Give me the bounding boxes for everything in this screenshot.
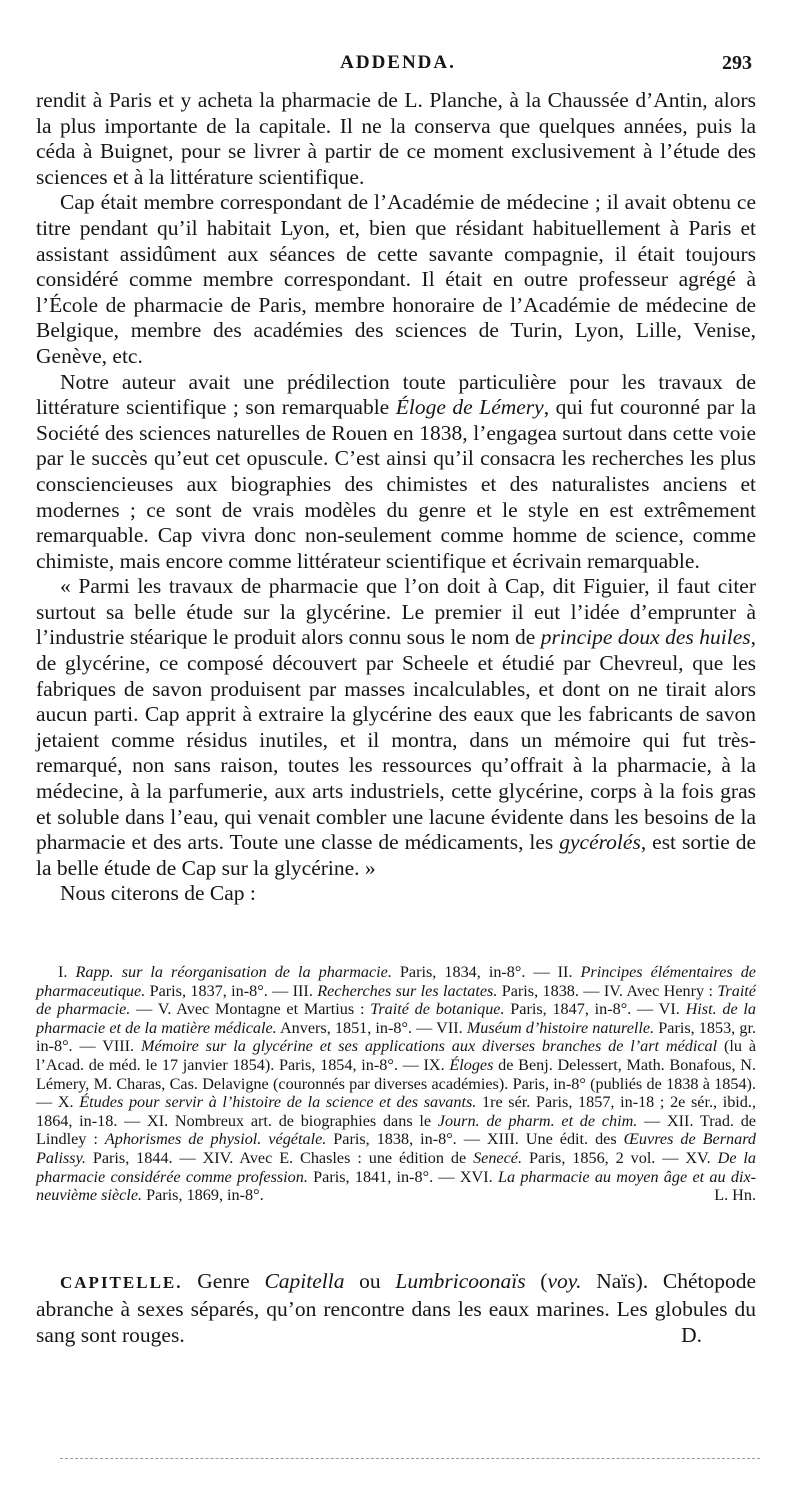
bibliography-run: Rapp. sur la réorganisation de la pharmacie. [75, 963, 392, 981]
bibliography-run: 1re sér. Paris, 1857, in-18 ; 2e sér., ibid., 1864, in-18. — XI. Nombreux art. de biographies dans le [36, 1093, 756, 1130]
bibliography-run: Senecé. [473, 1148, 523, 1167]
paragraph-4-text-c: , de glycérine, ce composé découvert par Scheele et étudié par Chevreul, que les fabriques de savon produisent par masses incalculables, et dont on ne tirait alors aucun parti. Cap apprit à extraire la glycérine des eaux que les fabricants de savon jetaient comme résidus inutiles, et il montra, dans un mémoire qui fut très-remarqué, non sans raison, toutes les ressources qu’offrait à la pharmacie, à la médecine, à la parfumerie, aux arts industriels, cette glycérine, corps à la fois gras et soluble dans l’eau, qui venait combler une lacune évidente dans les besoins de la pharmacie et des arts. Toute une classe de médicaments, les [36, 625, 756, 855]
bibliography-run: Paris, 1841, in-8°. — XVI. [307, 1167, 498, 1186]
entry-text-b: ou [344, 1269, 396, 1293]
bibliography-signature: L. Hn. [714, 1186, 756, 1205]
bibliography-run: I. [58, 963, 76, 981]
bibliography-run: Paris, 1856, 2 vol. — XV. [522, 1148, 718, 1167]
bibliography-run: Études pour servir à l’histoire de la science et des savants. [79, 1093, 477, 1112]
bibliography-run: Paris, 1869, in-8°. [142, 1186, 264, 1205]
bibliography-run: Muséum d’histoire naturelle. [466, 1018, 655, 1037]
bibliography-run: Recherches sur les lactates. [317, 981, 498, 1000]
running-title: ADDENDA. [340, 52, 456, 73]
entry-italic-lumbricoonais: Lumbricoonaïs [395, 1269, 526, 1293]
bibliography-run: Éloges [449, 1055, 494, 1074]
bibliography [36, 963, 756, 1205]
bibliography-run: Œuvres de Bernard Palissy. [36, 1130, 756, 1167]
bibliography-run: Aphorismes de physiol. végétale. [104, 1130, 327, 1149]
bibliography-run: Principes élémentaires de pharmaceutique. [36, 963, 756, 1000]
bibliography-run: Hist. de la pharmacie et de la matière médicale. [36, 1000, 757, 1037]
paragraph-4-text-a: « Parmi les travaux de pharmacie que l’on doit à Cap, dit Figuier, il faut citer surtout sa belle étude sur la glycérine. Le premier il eut l’idée d’emprunter à l’industrie stéarique le produit alors connu sous le nom de [36, 574, 756, 650]
bibliography-run: Paris, 1853, gr. in-8°. — VIII. [36, 1018, 756, 1056]
paragraph-4-text-e: , est sortie de la belle étude de Cap sur la glycérine. » [36, 830, 756, 880]
bibliography-run: Paris, 1847, in-8°. — VI. [504, 1000, 686, 1019]
entry-italic-voy: voy. [547, 1269, 582, 1293]
gycerolés-term: gycérolés [559, 830, 641, 855]
principe-doux-term: principe doux des huiles [540, 625, 751, 650]
bibliography-run: Anvers, 1851, in-8°. — VII. [276, 1018, 467, 1037]
bibliography-run: Paris, 1838. — IV. Avec Henry : [497, 981, 718, 1000]
main-text [36, 88, 756, 907]
bibliography-run: Paris, 1837, in-8°. — III. [145, 981, 318, 1000]
bibliography-run: Paris, 1844. — XIV. Avec E. Chasles : une édition de [85, 1148, 474, 1167]
entry-paragraph [36, 1268, 756, 1348]
entry-italic-capitella: Capitella [264, 1269, 345, 1293]
paragraph-1: rendit à Paris et y acheta la pharmacie de L. Planche, à la Chaussée d’Antin, alors la plus importante de la capitale. Il ne la conserva que quelques années, puis la céda à Buignet, pour se livrer à partir de ce moment exclusivement à l’étude des sciences et à la littérature scientifique. [36, 88, 756, 189]
bibliography-run: Mémoire sur la glycérine et ses applications aux diverses branches de l’art médical [140, 1037, 718, 1056]
paragraph-4-quote [36, 574, 756, 881]
bibliography-run: Journ. de pharm. et de chim. [437, 1111, 638, 1130]
paragraph-3-text-c: , qui fut couronné par la Société des sciences naturelles de Rouen en 1838, l’engagea surtout dans cette voie par le succès qu’eut cet opuscule. C’est ainsi qu’il consacra les recherches les plus consciencieuses aux biographies des chimistes et des naturalistes anciens et modernes ; ce sont de vrais modèles du genre et le style en est extrêmement remarquable. Cap vivra donc non-seulement comme homme de science, comme chimiste, mais encore comme littérateur scientifique et écrivain remarquable. [36, 395, 757, 573]
paragraph-3-text-a: Notre auteur avait une prédilection toute particulière pour les travaux de littérature scientifique ; son remarquable [36, 369, 756, 420]
entry-text-c: ( [525, 1269, 548, 1293]
bibliography-run: Paris, 1834, in-8°. — II. [391, 963, 581, 981]
paragraph-5: Nous citerons de Cap : [60, 881, 256, 906]
running-header [36, 52, 760, 82]
bibliography-run: Traité de pharmacie. [36, 981, 756, 1019]
bibliography-run: de Benj. Delessert, Math. Bonafous, N. Lémery, M. Charas, Cas. Delavigne (couronnés par diverses académies). Paris, in-8° (publiés de 1838 à 1854). — X. [36, 1055, 756, 1112]
bibliography-run: — XII. Trad. de Lindley : [36, 1111, 756, 1149]
bibliography-run: Traité de botanique. [370, 1000, 505, 1019]
bibliography-run: Paris, 1838, in-8°. — XIII. Une édit. des [326, 1130, 624, 1149]
page-number: 293 [722, 52, 752, 74]
bibliography-run: — V. Avec Montagne et Martius : [130, 1000, 371, 1019]
bibliography-list [36, 963, 756, 1205]
paragraph-3 [36, 370, 756, 575]
entry-headword: CAPITELLE. [60, 1273, 183, 1292]
entry-signature: D. [681, 1323, 702, 1347]
entry-text-d: Naïs). Chétopode abranche à sexes séparés, qu’on rencontre dans les eaux marines. Les globules du sang sont rouges. [36, 1269, 756, 1347]
paragraph-2: Cap était membre correspondant de l’Académie de médecine ; il avait obtenu ce titre pendant qu’il habitait Lyon, et, bien que résidant habituellement à Paris et assistant assidûment aux séances de cette savante compagnie, il était toujours considéré comme membre correspondant. Il était en outre professeur agrégé à l’École de pharmacie de Paris, membre honoraire de l’Académie de médecine de Belgique, membre des académies des sciences de Turin, Lyon, Lille, Venise, Genève, etc. [36, 190, 756, 368]
dictionary-entry-capitelle [36, 1268, 756, 1348]
eloge-title: Éloge de Lémery [395, 395, 544, 420]
bibliography-run: La pharmacie au moyen âge et au dix-neuvième siècle. [36, 1167, 757, 1205]
entry-text-a: Genre [182, 1269, 265, 1293]
footer-rule [60, 1458, 760, 1459]
bibliography-run: De la pharmacie considérée comme profession. [36, 1148, 757, 1186]
bibliography-run: (lu à l’Acad. de méd. le 17 janvier 1854). Paris, 1854, in-8°. — IX. [36, 1037, 756, 1074]
bibliography-runs [36, 963, 756, 1204]
